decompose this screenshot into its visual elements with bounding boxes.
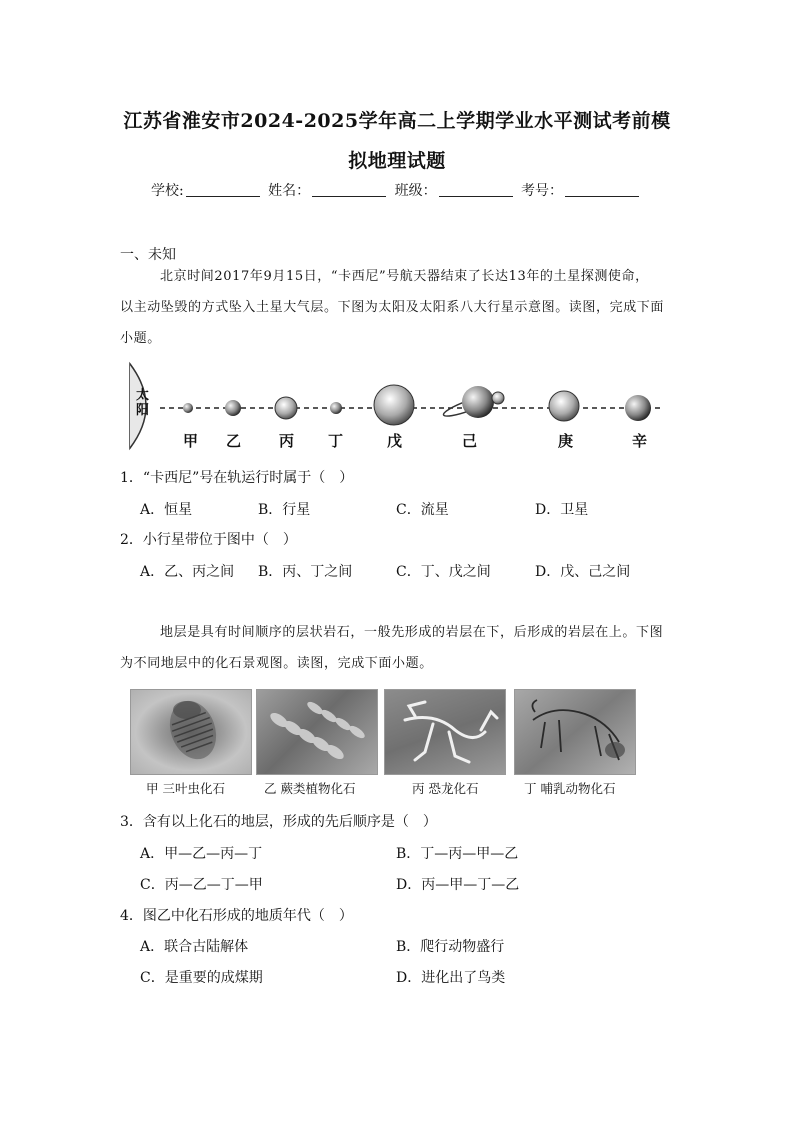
passage-line: 北京时间2017年9月15日，“卡西尼”号航天器结束了长达13年的土星探测使命，	[160, 269, 649, 284]
planet-label: 丁	[328, 432, 344, 450]
q4-option-b[interactable]: B．爬行动物盛行	[396, 939, 505, 955]
page-title: 江苏省淮安市2024-2025学年高二上学期学业水平测试考前模	[123, 110, 671, 132]
class-label: 班级：	[394, 183, 437, 199]
planet-label: 庚	[558, 432, 574, 450]
question-2-stem: 2．小行星带位于图中（ ）	[120, 532, 297, 548]
planet-neptune	[625, 395, 651, 421]
q3-option-a[interactable]: A．甲—乙—丙—丁	[140, 846, 263, 862]
passage-line: 地层是具有时间顺序的层状岩石，一般先形成的岩层在下，后形成的岩层在上。下图	[160, 625, 664, 640]
school-label: 学校:	[150, 183, 184, 199]
q4-option-d[interactable]: D．进化出了鸟类	[396, 970, 506, 986]
q1-option-b[interactable]: B．行星	[258, 502, 311, 518]
planet-label: 甲	[183, 432, 199, 450]
number-label: 考号：	[521, 183, 564, 199]
planet-uranus	[549, 391, 579, 421]
fern-fossil-image	[256, 689, 378, 775]
question-1-stem: 1．“卡西尼”号在轨运行时属于（ ）	[120, 470, 354, 486]
section-heading: 一、未知	[120, 247, 176, 263]
q3-option-d[interactable]: D．丙—甲—丁—乙	[396, 877, 520, 893]
class-blank[interactable]	[439, 182, 513, 197]
q2-option-b[interactable]: B．丙、丁之间	[258, 564, 353, 580]
fossil-caption: 甲 三叶虫化石	[146, 781, 225, 796]
planet-earth	[275, 397, 297, 419]
planet-venus	[225, 400, 241, 416]
school-blank[interactable]	[186, 182, 260, 197]
sun-label-char: 阳	[136, 403, 150, 418]
fossil-caption: 乙 蕨类植物化石	[264, 781, 356, 796]
name-label: 姓名：	[268, 183, 311, 199]
question-3-stem: 3．含有以上化石的地层，形成的先后顺序是（ ）	[120, 814, 437, 830]
question-4-stem: 4．图乙中化石形成的地质年代（ ）	[120, 908, 353, 924]
q3-option-b[interactable]: B．丁—丙—甲—乙	[396, 846, 519, 862]
trilobite-fossil-image	[130, 689, 252, 775]
q4-option-c[interactable]: C．是重要的成煤期	[140, 970, 263, 986]
page-title-line2: 拟地理试题	[348, 150, 446, 172]
q1-option-d[interactable]: D．卫星	[535, 502, 589, 518]
planet-label: 丙	[279, 432, 295, 450]
passage-line: 为不同地层中的化石景观图。读图，完成下面小题。	[120, 656, 433, 671]
mammal-fossil-image	[514, 689, 636, 775]
planet-mars	[330, 402, 342, 414]
q4-option-a[interactable]: A．联合古陆解体	[140, 939, 249, 955]
planet-label: 戊	[387, 432, 403, 450]
planet-label: 乙	[226, 432, 242, 450]
sun-label	[136, 388, 149, 418]
sun-label-char: 太	[136, 388, 150, 403]
student-info-row	[0, 180, 794, 200]
planet-label: 己	[462, 432, 478, 450]
q2-option-a[interactable]: A．乙、丙之间	[140, 564, 235, 580]
passage-line: 以主动坠毁的方式坠入土星大气层。下图为太阳及太阳系八大行星示意图。读图，完成下面	[120, 300, 665, 315]
q3-option-c[interactable]: C．丙—乙—丁—甲	[140, 877, 263, 893]
planet-label: 辛	[632, 432, 648, 450]
fossil-caption: 丙 恐龙化石	[412, 781, 479, 796]
q1-option-c[interactable]: C．流星	[396, 502, 449, 518]
planet-jupiter	[374, 385, 414, 425]
passage-line: 小题。	[120, 331, 161, 346]
q2-option-d[interactable]: D．戊、己之间	[535, 564, 631, 580]
planet-labels	[0, 430, 794, 450]
dinosaur-fossil-image	[384, 689, 506, 775]
number-blank[interactable]	[565, 182, 639, 197]
planet-saturn	[462, 386, 494, 418]
name-blank[interactable]	[312, 182, 386, 197]
fossil-caption: 丁 哺乳动物化石	[524, 781, 616, 796]
q1-option-a[interactable]: A．恒星	[140, 502, 193, 518]
q2-option-c[interactable]: C．丁、戊之间	[396, 564, 491, 580]
planet-mercury	[183, 403, 193, 413]
